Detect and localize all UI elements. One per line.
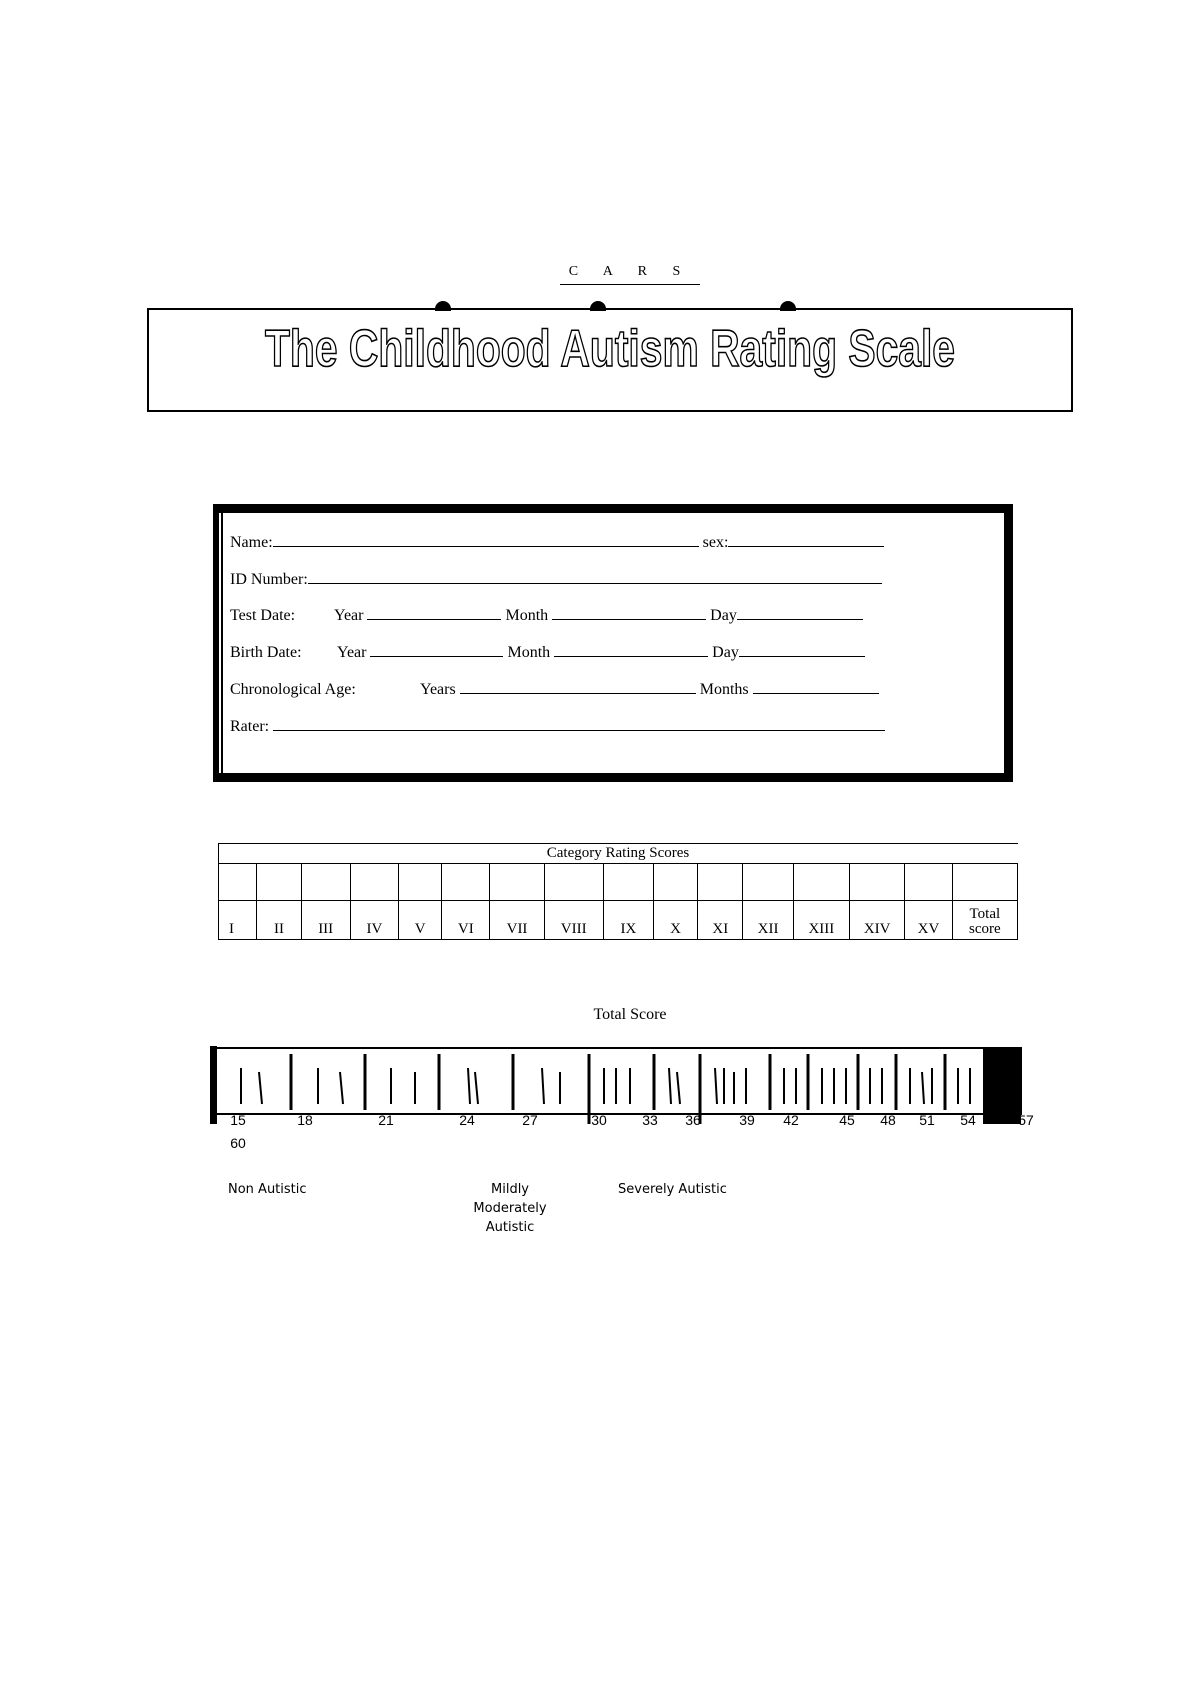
- id-number-label: ID Number:: [230, 571, 308, 588]
- birth-day-field[interactable]: [739, 642, 865, 657]
- test-year-label: Year: [334, 607, 364, 624]
- score-cell-xi[interactable]: [698, 864, 743, 901]
- category-label: III: [301, 901, 350, 940]
- birth-day-label: Day: [712, 644, 739, 661]
- score-cell-xiv[interactable]: [850, 864, 905, 901]
- id-row: [230, 569, 1030, 595]
- rater-label: Rater:: [230, 718, 270, 735]
- total-score-label: [952, 901, 1017, 940]
- name-label: Name:: [230, 534, 273, 551]
- scale-tick-label: 24: [459, 1112, 475, 1128]
- title-banner: [147, 308, 1073, 412]
- scale-tick-label: 45: [839, 1112, 855, 1128]
- chronological-age-row: [230, 679, 1030, 705]
- scale-tick-label: 33: [642, 1112, 658, 1128]
- chronological-age-label: Chronological Age:: [230, 681, 356, 698]
- category-label: II: [257, 901, 301, 940]
- rater-field[interactable]: [273, 716, 885, 731]
- score-cell-v[interactable]: [399, 864, 442, 901]
- category-rating-table: [218, 843, 1018, 940]
- category-label: V: [399, 901, 442, 940]
- page-title: The Childhood Autism Rating Scale: [265, 320, 955, 378]
- birth-year-label: Year: [337, 644, 367, 661]
- test-date-row: [230, 605, 1030, 631]
- cars-acronym: C A R S: [560, 262, 700, 285]
- total-score-title: Total Score: [593, 1006, 667, 1023]
- category-label: X: [653, 901, 697, 940]
- score-cell-ii[interactable]: [257, 864, 301, 901]
- category-label: XV: [905, 901, 952, 940]
- scale-tick-label-extra: 60: [230, 1135, 246, 1151]
- score-cell-iv[interactable]: [350, 864, 398, 901]
- score-entry-row: [219, 864, 1018, 901]
- total-label-line1: Total: [969, 906, 1001, 922]
- info-box-inner-rule: [221, 512, 223, 774]
- age-months-label: Months: [699, 681, 749, 698]
- range-mild-line1: Mildly: [491, 1182, 529, 1197]
- scale-tick-label: 30: [591, 1112, 607, 1128]
- category-label: VI: [442, 901, 490, 940]
- age-years-field[interactable]: [460, 679, 696, 694]
- range-mild-moderate: [460, 1180, 560, 1237]
- scale-tick-label: 15: [230, 1112, 246, 1128]
- category-label: VII: [490, 901, 544, 940]
- sex-label: sex:: [702, 534, 729, 551]
- category-label: VIII: [544, 901, 603, 940]
- test-date-label: Test Date:: [230, 607, 296, 624]
- birth-date-row: [230, 642, 1030, 668]
- name-row: [230, 532, 1030, 558]
- scale-tick-label: 39: [739, 1112, 755, 1128]
- birth-year-field[interactable]: [370, 642, 503, 657]
- score-cell-xv[interactable]: [905, 864, 952, 901]
- score-cell-i[interactable]: [219, 864, 257, 901]
- rater-row: [230, 716, 1030, 742]
- test-day-label: Day: [710, 607, 737, 624]
- sex-field[interactable]: [728, 532, 884, 547]
- category-label: XII: [743, 901, 793, 940]
- table-caption: Category Rating Scores: [219, 844, 1018, 864]
- category-label: XIII: [793, 901, 849, 940]
- scale-tick-label: 18: [297, 1112, 313, 1128]
- category-label: XI: [698, 901, 743, 940]
- score-cell-vi[interactable]: [442, 864, 490, 901]
- score-cell-xii[interactable]: [743, 864, 793, 901]
- scale-tick-label: 48: [880, 1112, 896, 1128]
- range-non-autistic: Non Autistic: [228, 1182, 307, 1197]
- id-number-field[interactable]: [308, 569, 882, 584]
- category-label: I: [219, 901, 257, 940]
- scale-tick-label: 57: [1018, 1112, 1034, 1128]
- score-cell-iii[interactable]: [301, 864, 350, 901]
- birth-date-label: Birth Date:: [230, 644, 302, 661]
- scale-tick-label: 27: [522, 1112, 538, 1128]
- name-field[interactable]: [273, 532, 699, 547]
- birth-month-field[interactable]: [554, 642, 708, 657]
- range-mild-line3: Autistic: [485, 1220, 535, 1235]
- category-label-row: [219, 901, 1018, 940]
- age-months-field[interactable]: [753, 679, 879, 694]
- score-cell-total[interactable]: [952, 864, 1017, 901]
- birth-month-label: Month: [507, 644, 551, 661]
- category-label: IV: [350, 901, 398, 940]
- score-cell-ix[interactable]: [603, 864, 653, 901]
- category-label: XIV: [850, 901, 905, 940]
- test-month-label: Month: [505, 607, 549, 624]
- range-mild-line2: Moderately: [473, 1201, 547, 1216]
- scale-left-bar: [210, 1046, 217, 1124]
- scale-tick-label: 51: [919, 1112, 935, 1128]
- test-day-field[interactable]: [737, 605, 863, 620]
- test-year-field[interactable]: [367, 605, 501, 620]
- score-cell-vii[interactable]: [490, 864, 544, 901]
- score-cell-x[interactable]: [653, 864, 697, 901]
- age-years-label: Years: [420, 681, 456, 698]
- scale-tick-label: 42: [783, 1112, 799, 1128]
- score-cell-xiii[interactable]: [793, 864, 849, 901]
- scale-minor-ticks: [241, 1068, 970, 1104]
- scale-tick-label: 36: [685, 1112, 701, 1128]
- total-label-line2: score: [969, 921, 1001, 937]
- category-label: IX: [603, 901, 653, 940]
- range-severe: Severely Autistic: [618, 1182, 727, 1197]
- scale-tick-label: 54: [960, 1112, 976, 1128]
- score-cell-viii[interactable]: [544, 864, 603, 901]
- scale-tick-label: 21: [378, 1112, 394, 1128]
- test-month-field[interactable]: [552, 605, 706, 620]
